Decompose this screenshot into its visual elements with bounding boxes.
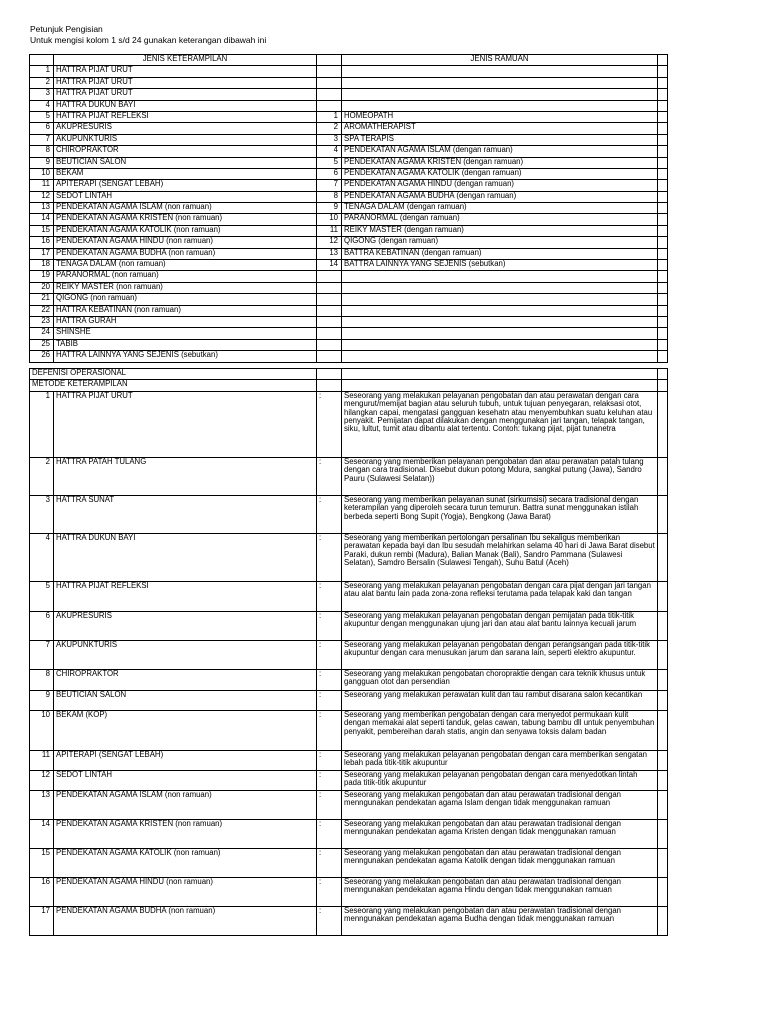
definition-number: 6 — [30, 611, 54, 640]
row-end-cell — [658, 271, 668, 282]
herb-number: 1 — [317, 111, 342, 122]
instructions — [30, 24, 266, 46]
definition-description: Seseorang yang melakukan pelayanan pengobatan dan atau perawatan dengan cara mengurut/memijat bagian atau seluruh tubuh, untuk tujuan penyegaran, relaksasi otot, hilangkan capai, mengatasi gangguan kesehatn atau menyembuhkan suatu keluhan atau penyakit. Pemijatan dapat dilakukan dengan menggunakan jari tangan, telapak tangan, siku, lultut, tumit atau dibantu alat tertentu. Contoh: tukang pijat, pijat tunanetra — [342, 391, 658, 457]
definition-colon: : — [317, 533, 342, 581]
definition-number: 15 — [30, 848, 54, 877]
row-end-cell — [658, 750, 668, 770]
herb-name: PENDEKATAN AGAMA BUDHA (dengan ramuan) — [342, 191, 658, 202]
definitions-label-row — [30, 369, 668, 380]
definition-description: Seseorang yang melakukan pelayanan pengobatan dengan perangsangan pada titik-titik akupuntur dengan cara menusukan jarum dan sarana lain, seperti elektro akupuntur. — [342, 640, 658, 669]
definition-row — [30, 533, 668, 581]
skill-list-row — [30, 237, 668, 248]
herb-number: 5 — [317, 157, 342, 168]
definition-colon: : — [317, 710, 342, 750]
skill-number: 3 — [30, 89, 54, 100]
skill-name: QIGONG (non ramuan) — [54, 294, 317, 305]
herb-number: 13 — [317, 248, 342, 259]
definition-description: Seseorang yang melakukan pelayanan pengobatan dengan cara memberikan sengatan lebah pada titik-titik akupuntur — [342, 750, 658, 770]
definition-number: 11 — [30, 750, 54, 770]
herb-number — [317, 89, 342, 100]
definition-row — [30, 790, 668, 819]
definition-colon: : — [317, 581, 342, 611]
row-end-cell — [658, 168, 668, 179]
skill-name: AKUPUNKTURIS — [54, 134, 317, 145]
method-label-row — [30, 380, 668, 391]
row-end-cell — [658, 89, 668, 100]
row-end-cell — [658, 848, 668, 877]
herb-number — [317, 77, 342, 88]
skill-number: 25 — [30, 339, 54, 350]
definition-row — [30, 710, 668, 750]
skill-list-row — [30, 282, 668, 293]
row-end-cell — [658, 248, 668, 259]
definition-colon: : — [317, 877, 342, 906]
herb-name — [342, 100, 658, 111]
skill-number: 14 — [30, 214, 54, 225]
definition-term: PENDEKATAN AGAMA HINDU (non ramuan) — [54, 877, 317, 906]
skill-list-row — [30, 111, 668, 122]
herb-number: 14 — [317, 260, 342, 271]
skill-list-row — [30, 351, 668, 362]
herb-number: 4 — [317, 146, 342, 157]
definition-term: HATTRA PATAH TULANG — [54, 457, 317, 495]
definition-row — [30, 877, 668, 906]
row-end-cell — [658, 146, 668, 157]
herb-name: BATTRA LAINNYA YANG SEJENIS (sebutkan) — [342, 260, 658, 271]
herb-name — [342, 339, 658, 350]
herb-name: HOMEOPATH — [342, 111, 658, 122]
skill-name: PENDEKATAN AGAMA HINDU (non ramuan) — [54, 237, 317, 248]
definition-description: Seseorang yang melakukan pengobatan dan atau perawatan tradisional dengan menngunakan pendekatan agama Budha dengan tidak menggunakan ramuan — [342, 906, 658, 935]
skill-name: PENDEKATAN AGAMA KATOLIK (non ramuan) — [54, 225, 317, 236]
definition-description: Seseorang yang memberikan pertolongan persalinan Ibu sekaligus memberikan perawatan kepada bayi dan Ibu sesudah melahirkan selama 40 hari di Jawa Barat disebut Paraki, dukun rembi (Madura), Balian Manak (Bali), Sandro Pammana (Sulawesi Selatan), Samdro Bersalin (Sulawesi Tengah), Suhu Batul (Aceh) — [342, 533, 658, 581]
definition-description: Seseorang yang melakukan pengobatan choropraktie dengan cara teknik khusus untuk gangguan otot dan persendian — [342, 669, 658, 690]
skill-list-row — [30, 180, 668, 191]
skill-list-row — [30, 77, 668, 88]
definition-number: 1 — [30, 391, 54, 457]
row-end-cell — [658, 351, 668, 362]
definitions-table — [29, 368, 668, 936]
skill-name: HATTRA GURAH — [54, 316, 317, 327]
herb-name — [342, 77, 658, 88]
row-end-cell — [658, 100, 668, 111]
definition-number: 4 — [30, 533, 54, 581]
definition-description: Seseorang yang melakukan pelayanan pengobatan dengan cara pijat dengan jari tangan atau alat bantu lain pada zona-zona refleksi terutama pada telapak kaki dan tangan — [342, 581, 658, 611]
skill-herb-list-body — [30, 55, 668, 363]
definition-term: HATTRA PIJAT REFLEKSI — [54, 581, 317, 611]
definition-term: BEKAM (KOP) — [54, 710, 317, 750]
herb-name — [342, 271, 658, 282]
herb-name — [342, 316, 658, 327]
herb-name — [342, 294, 658, 305]
definition-row — [30, 770, 668, 790]
row-end-cell — [658, 203, 668, 214]
definition-description: Seseorang yang melakukan pengobatan dan atau perawatan tradisional dengan menngunakan pendekatan agama Katolik dengan tidak menggunakan ramuan — [342, 848, 658, 877]
skill-name: SHINSHE — [54, 328, 317, 339]
herb-name: BATTRA KEBATINAN (dengan ramuan) — [342, 248, 658, 259]
skill-number: 8 — [30, 146, 54, 157]
herb-name: PENDEKATAN AGAMA KRISTEN (dengan ramuan) — [342, 157, 658, 168]
row-end-cell — [658, 305, 668, 316]
definition-number: 7 — [30, 640, 54, 669]
herb-number — [317, 316, 342, 327]
skill-list-row — [30, 260, 668, 271]
row-end-cell — [658, 237, 668, 248]
skill-list-row — [30, 157, 668, 168]
skill-name: REIKY MASTER (non ramuan) — [54, 282, 317, 293]
skill-name: AKUPRESURIS — [54, 123, 317, 134]
row-end-cell — [658, 906, 668, 935]
row-end-cell — [658, 690, 668, 710]
herb-number — [317, 271, 342, 282]
skill-list-row — [30, 100, 668, 111]
skill-list-row — [30, 146, 668, 157]
definition-colon: : — [317, 906, 342, 935]
skill-number: 18 — [30, 260, 54, 271]
herb-number: 3 — [317, 134, 342, 145]
definition-colon: : — [317, 819, 342, 848]
skill-number: 4 — [30, 100, 54, 111]
skill-number: 19 — [30, 271, 54, 282]
row-end-cell — [658, 111, 668, 122]
herb-name: TENAGA DALAM (dengan ramuan) — [342, 203, 658, 214]
skill-name: PARANORMAL (non ramuan) — [54, 271, 317, 282]
herb-name: QIGONG (dengan ramuan) — [342, 237, 658, 248]
definition-row — [30, 848, 668, 877]
herb-name — [342, 282, 658, 293]
instructions-text: Untuk mengisi kolom 1 s/d 24 gunakan keterangan dibawah ini — [30, 35, 267, 45]
herb-name: AROMATHERAPIST — [342, 123, 658, 134]
herb-number — [317, 328, 342, 339]
definition-term: SEDOT LINTAH — [54, 770, 317, 790]
skill-list-row — [30, 294, 668, 305]
definition-number: 16 — [30, 877, 54, 906]
definition-colon: : — [317, 750, 342, 770]
definition-number: 10 — [30, 710, 54, 750]
definition-number: 12 — [30, 770, 54, 790]
herb-name: SPA TERAPIS — [342, 134, 658, 145]
definition-number: 17 — [30, 906, 54, 935]
skill-list-row — [30, 248, 668, 259]
herb-number — [317, 100, 342, 111]
herb-name — [342, 328, 658, 339]
row-end-cell — [658, 457, 668, 495]
row-end-cell — [658, 495, 668, 533]
herb-number: 12 — [317, 237, 342, 248]
definition-row — [30, 906, 668, 935]
definition-term: PENDEKATAN AGAMA KRISTEN (non ramuan) — [54, 819, 317, 848]
skill-list-row — [30, 191, 668, 202]
skill-number: 26 — [30, 351, 54, 362]
definition-row — [30, 457, 668, 495]
row-end-cell — [658, 225, 668, 236]
row-end-cell — [658, 214, 668, 225]
row-end-cell — [658, 611, 668, 640]
definition-term: HATTRA DUKUN BAYI — [54, 533, 317, 581]
definition-row — [30, 611, 668, 640]
definition-description: Seseorang yang memberikan pelayanan sunat (sirkumsisi) secara tradisional dengan keterampilan yang diperoleh secara turun temurun. Battra sunat menggunakan istilah berbeda seperti Bong Supit (Yogja), Bengkong (Jawa Barat) — [342, 495, 658, 533]
skill-number: 13 — [30, 203, 54, 214]
skill-name: HATTRA PIJAT URUT — [54, 77, 317, 88]
herb-name: PENDEKATAN AGAMA KATOLIK (dengan ramuan) — [342, 168, 658, 179]
skill-number: 1 — [30, 66, 54, 77]
herb-number: 2 — [317, 123, 342, 134]
skill-number: 5 — [30, 111, 54, 122]
definition-term: HATTRA SUNAT — [54, 495, 317, 533]
skill-list-row — [30, 214, 668, 225]
row-end-cell — [658, 640, 668, 669]
skill-number: 17 — [30, 248, 54, 259]
definition-description: Seseorang yang melakukan pelayanan pengobatan dengan cara menyedotkan lintah pada titik-titik akupuntur — [342, 770, 658, 790]
skill-name: APITERAPI (SENGAT LEBAH) — [54, 180, 317, 191]
row-end-cell — [658, 710, 668, 750]
instructions-title: Petunjuk Pengisian — [30, 24, 103, 34]
definition-row — [30, 669, 668, 690]
row-end-cell — [658, 180, 668, 191]
definition-colon: : — [317, 790, 342, 819]
herb-number — [317, 351, 342, 362]
row-end-cell — [658, 123, 668, 134]
definition-row — [30, 581, 668, 611]
skill-number: 6 — [30, 123, 54, 134]
definition-colon: : — [317, 848, 342, 877]
skill-number: 2 — [30, 77, 54, 88]
herb-name: PENDEKATAN AGAMA HINDU (dengan ramuan) — [342, 180, 658, 191]
skill-list-row — [30, 305, 668, 316]
herb-number — [317, 339, 342, 350]
row-end-cell — [658, 157, 668, 168]
skill-number: 23 — [30, 316, 54, 327]
skill-list-row — [30, 203, 668, 214]
row-end-cell — [658, 877, 668, 906]
definition-colon: : — [317, 640, 342, 669]
skill-name: PENDEKATAN AGAMA BUDHA (non ramuan) — [54, 248, 317, 259]
definition-colon: : — [317, 457, 342, 495]
method-label: METODE KETERAMPILAN — [30, 380, 317, 391]
skill-name: HATTRA PIJAT URUT — [54, 66, 317, 77]
skill-list-row — [30, 123, 668, 134]
definition-colon: : — [317, 495, 342, 533]
herb-name — [342, 66, 658, 77]
skill-number: 21 — [30, 294, 54, 305]
definition-description: Seseorang yang melakukan perawatan kulit dan tau rambut disarana salon kecantikan — [342, 690, 658, 710]
skill-name: CHIROPRAKTOR — [54, 146, 317, 157]
skill-list-row — [30, 339, 668, 350]
definition-row — [30, 750, 668, 770]
skill-list-row — [30, 89, 668, 100]
skill-number: 16 — [30, 237, 54, 248]
row-end-cell — [658, 391, 668, 457]
definition-colon: : — [317, 669, 342, 690]
skill-herb-list-table — [29, 54, 668, 363]
skill-list-row — [30, 134, 668, 145]
definition-colon: : — [317, 770, 342, 790]
skill-number: 22 — [30, 305, 54, 316]
definition-colon: : — [317, 391, 342, 457]
herb-name — [342, 351, 658, 362]
row-end-cell — [658, 339, 668, 350]
definition-description: Seseorang yang melakukan pengobatan dan atau perawatan tradisional dengan menngunakan pendekatan agama Kristen dengan tidak menggunakan ramuan — [342, 819, 658, 848]
herb-name: REIKY MASTER (dengan ramuan) — [342, 225, 658, 236]
column-header-ramuan: JENIS RAMUAN — [342, 55, 658, 66]
skill-number: 10 — [30, 168, 54, 179]
row-end-cell — [658, 819, 668, 848]
definition-description: Seseorang yang melakukan pengobatan dan atau perawatan tradisional dengan menngunakan pendekatan agama Islam dengan tidak menggunakan ramuan — [342, 790, 658, 819]
definition-term: AKUPUNKTURIS — [54, 640, 317, 669]
skill-name: SEDOT LINTAH — [54, 191, 317, 202]
definition-number: 8 — [30, 669, 54, 690]
herb-name: PENDEKATAN AGAMA ISLAM (dengan ramuan) — [342, 146, 658, 157]
definition-term: CHIROPRAKTOR — [54, 669, 317, 690]
definition-number: 5 — [30, 581, 54, 611]
definition-row — [30, 391, 668, 457]
row-end-cell — [658, 581, 668, 611]
definition-term: PENDEKATAN AGAMA BUDHA (non ramuan) — [54, 906, 317, 935]
skill-list-row — [30, 168, 668, 179]
definition-number: 3 — [30, 495, 54, 533]
skill-number: 7 — [30, 134, 54, 145]
definition-term: BEUTICIAN SALON — [54, 690, 317, 710]
skill-name: HATTRA DUKUN BAYI — [54, 100, 317, 111]
definition-term: PENDEKATAN AGAMA ISLAM (non ramuan) — [54, 790, 317, 819]
row-end-cell — [658, 191, 668, 202]
skill-name: HATTRA LAINNYA YANG SEJENIS (sebutkan) — [54, 351, 317, 362]
definition-row — [30, 819, 668, 848]
row-end-cell — [658, 294, 668, 305]
skill-number: 15 — [30, 225, 54, 236]
herb-name: PARANORMAL (dengan ramuan) — [342, 214, 658, 225]
definition-description: Seseorang yang melakukan pelayanan pengobatan dengan pemijatan pada titik-titik akupuntur dengan menggunakan ujung jari dan atau alat bantu lainnya kecuali jarum — [342, 611, 658, 640]
definition-description: Seseorang yang memberikan pengobatan dengan cara menyedot permukaan kulit dengan memakai alat seperti tanduk, gelas cawan, tabung bambu dll untuk penyembuhan penyakit, pembereihan darah statis, angin dan senyawa toksis dalam badan — [342, 710, 658, 750]
definition-term: APITERAPI (SENGAT LEBAH) — [54, 750, 317, 770]
skill-list-row — [30, 316, 668, 327]
herb-name — [342, 305, 658, 316]
skill-name: PENDEKATAN AGAMA KRISTEN (non ramuan) — [54, 214, 317, 225]
skill-list-row — [30, 66, 668, 77]
skill-name: TENAGA DALAM (non ramuan) — [54, 260, 317, 271]
skill-herb-header-row — [30, 55, 668, 66]
row-end-cell — [658, 770, 668, 790]
definition-number: 2 — [30, 457, 54, 495]
herb-number: 8 — [317, 191, 342, 202]
row-end-cell — [658, 669, 668, 690]
definition-term: AKUPRESURIS — [54, 611, 317, 640]
definition-term: HATTRA PIJAT URUT — [54, 391, 317, 457]
row-end-cell — [658, 77, 668, 88]
row-end-cell — [658, 134, 668, 145]
skill-list-row — [30, 271, 668, 282]
skill-number: 12 — [30, 191, 54, 202]
herb-number: 7 — [317, 180, 342, 191]
row-end-cell — [658, 282, 668, 293]
definition-row — [30, 690, 668, 710]
definition-colon: : — [317, 690, 342, 710]
skill-number: 20 — [30, 282, 54, 293]
definition-row — [30, 495, 668, 533]
definitions-body — [30, 369, 668, 936]
definition-number: 13 — [30, 790, 54, 819]
definition-number: 14 — [30, 819, 54, 848]
skill-name: HATTRA KEBATINAN (non ramuan) — [54, 305, 317, 316]
skill-name: BEUTICIAN SALON — [54, 157, 317, 168]
herb-number: 11 — [317, 225, 342, 236]
herb-number: 10 — [317, 214, 342, 225]
definition-colon: : — [317, 611, 342, 640]
definition-row — [30, 640, 668, 669]
row-end-cell — [658, 66, 668, 77]
herb-number: 9 — [317, 203, 342, 214]
herb-number — [317, 66, 342, 77]
skill-list-row — [30, 225, 668, 236]
row-end-cell — [658, 260, 668, 271]
definitions-label: DEFENISI OPERASIONAL — [30, 369, 317, 380]
row-end-cell — [658, 790, 668, 819]
row-end-cell — [658, 533, 668, 581]
skill-name: TABIB — [54, 339, 317, 350]
skill-name: HATTRA PIJAT REFLEKSI — [54, 111, 317, 122]
skill-number: 11 — [30, 180, 54, 191]
definition-description: Seseorang yang melakukan pengobatan dan atau perawatan tradisional dengan menngunakan pendekatan agama Hindu dengan tidak menggunakan ramuan — [342, 877, 658, 906]
skill-number: 24 — [30, 328, 54, 339]
herb-number: 6 — [317, 168, 342, 179]
row-end-cell — [658, 328, 668, 339]
skill-list-row — [30, 328, 668, 339]
herb-number — [317, 282, 342, 293]
skill-name: PENDEKATAN AGAMA ISLAM (non ramuan) — [54, 203, 317, 214]
column-header-keterampilan: JENIS KETERAMPILAN — [54, 55, 317, 66]
definition-description: Seseorang yang memberikan pelayanan pengobatan dan atau perawatan patah tulang dengan cara tradisional. Disebut dukun potong Mdura, sangkal putung (Jawa), Sandro Pauru (Sulawesi Selatan)) — [342, 457, 658, 495]
herb-name — [342, 89, 658, 100]
skill-name: BEKAM — [54, 168, 317, 179]
row-end-cell — [658, 316, 668, 327]
skill-name: HATTRA PIJAT URUT — [54, 89, 317, 100]
definition-number: 9 — [30, 690, 54, 710]
herb-number — [317, 305, 342, 316]
definition-term: PENDEKATAN AGAMA KATOLIK (non ramuan) — [54, 848, 317, 877]
skill-number: 9 — [30, 157, 54, 168]
herb-number — [317, 294, 342, 305]
